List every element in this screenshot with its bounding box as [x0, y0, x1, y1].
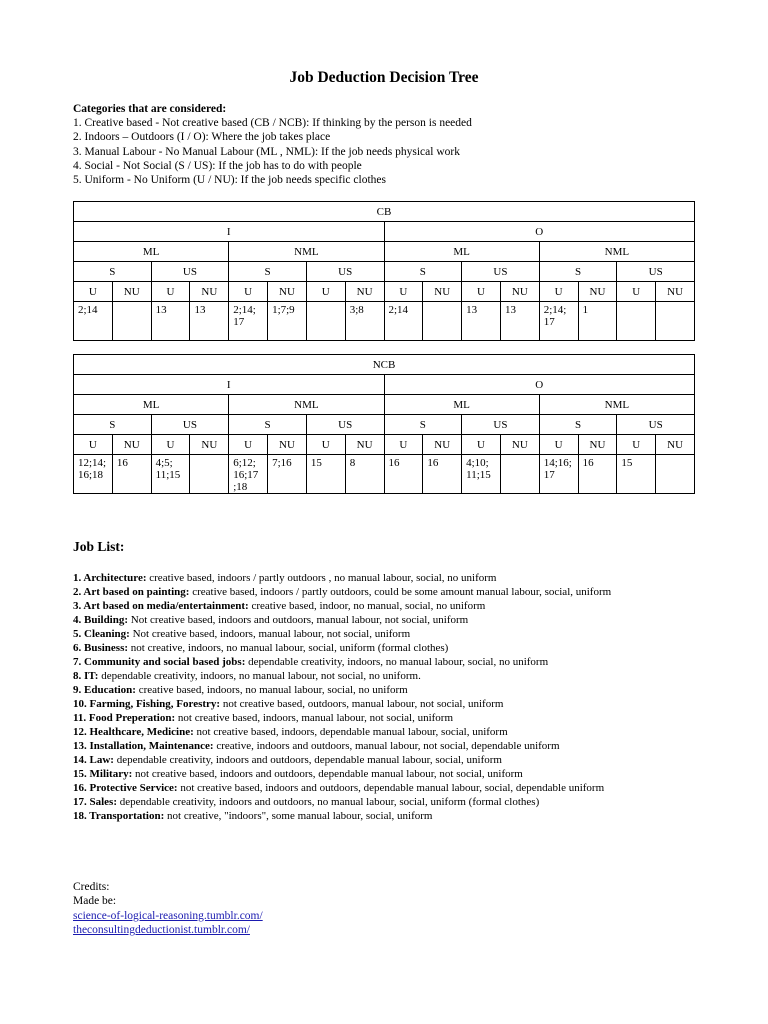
job-description: dependable creativity, indoors, no manual labour, not social, no uniform.: [98, 670, 421, 682]
level4-cell: NU: [112, 435, 151, 455]
values-cell: [656, 302, 695, 341]
values-cell: 3;8: [345, 302, 384, 341]
job-list-item: [73, 725, 673, 739]
level2-cell: ML: [384, 395, 539, 415]
decision-tree-ncb: [73, 354, 695, 494]
level4-cell: U: [462, 282, 501, 302]
credits-section: [73, 880, 263, 937]
values-cell: [500, 455, 539, 494]
job-description: dependable creativity, indoors and outdoors, dependable manual labour, social, uniform: [113, 754, 502, 766]
job-description: creative based, indoors / partly outdoors , no manual labour, social, no uniform: [146, 572, 497, 584]
category-item: 3. Manual Labour - No Manual Labour (ML , NML): If the job needs physical work: [73, 145, 460, 158]
level4-cell: U: [539, 435, 578, 455]
level4-cell: NU: [423, 282, 462, 302]
level3-cell: S: [74, 415, 152, 435]
level3-cell: US: [306, 415, 384, 435]
level4-cell: U: [306, 282, 345, 302]
job-label: 16. Protective Service:: [73, 782, 178, 794]
job-description: creative based, indoor, no manual, social, no uniform: [248, 600, 486, 612]
job-description: not creative based, indoors, dependable manual labour, social, uniform: [193, 726, 508, 738]
values-cell: [617, 302, 656, 341]
job-list-item: [73, 711, 673, 725]
level4-cell: U: [74, 435, 113, 455]
job-list-item: [73, 753, 673, 767]
values-cell: 1: [578, 302, 617, 341]
values-cell: 8: [345, 455, 384, 494]
level1-cell: O: [384, 222, 695, 242]
job-description: not creative based, indoors, manual labour, not social, uniform: [175, 712, 454, 724]
job-list-item: [73, 655, 673, 669]
level4-cell: NU: [190, 282, 229, 302]
job-list-item: [73, 641, 673, 655]
values-cell: 2;14: [74, 302, 113, 341]
values-cell: 4;5; 11;15: [151, 455, 190, 494]
level4-cell: U: [539, 282, 578, 302]
values-cell: 15: [306, 455, 345, 494]
level1-cell: I: [74, 222, 385, 242]
level3-cell: US: [617, 415, 695, 435]
category-item: 1. Creative based - Not creative based (CB / NCB): If thinking by the person is needed: [73, 117, 472, 130]
values-cell: 13: [190, 302, 229, 341]
values-cell: 2;14; 17: [229, 302, 268, 341]
level4-cell: NU: [345, 435, 384, 455]
categories-heading: Categories that are considered:: [73, 103, 227, 115]
values-cell: 12;14; 16;18: [74, 455, 113, 494]
level4-cell: NU: [268, 435, 307, 455]
values-cell: 16: [384, 455, 423, 494]
job-label: 15. Military:: [73, 768, 133, 780]
job-description: dependable creativity, indoors and outdoors, no manual labour, social, uniform (formal clothes): [117, 796, 540, 808]
job-list-item: [73, 669, 673, 683]
values-cell: 13: [462, 302, 501, 341]
job-description: creative, indoors and outdoors, manual labour, not social, dependable uniform: [213, 740, 560, 752]
job-label: 14. Law:: [73, 754, 114, 766]
level3-cell: S: [74, 262, 152, 282]
values-cell: 15: [617, 455, 656, 494]
level2-cell: ML: [384, 242, 539, 262]
job-label: 12. Healthcare, Medicine:: [73, 726, 194, 738]
level4-cell: NU: [112, 282, 151, 302]
job-label: 18. Transportation:: [73, 810, 165, 822]
job-list-item: [73, 599, 673, 613]
level3-cell: S: [539, 262, 617, 282]
job-description: Not creative based, indoors and outdoors, manual labour, not social, uniform: [128, 614, 469, 626]
job-list: [73, 571, 673, 823]
level4-cell: NU: [345, 282, 384, 302]
values-cell: 16: [423, 455, 462, 494]
job-list-item: [73, 781, 673, 795]
values-cell: [423, 302, 462, 341]
job-list-item: [73, 809, 673, 823]
level4-cell: NU: [500, 435, 539, 455]
job-label: 11. Food Preperation:: [73, 712, 176, 724]
document-title: Job Deduction Decision Tree: [289, 69, 479, 86]
level4-cell: NU: [578, 435, 617, 455]
job-description: not creative based, indoors and outdoors, dependable manual labour, social, dependable uniform: [177, 782, 605, 794]
job-label: 8. IT:: [73, 670, 99, 682]
job-description: not creative based, outdoors, manual labour, not social, uniform: [220, 698, 504, 710]
level4-cell: NU: [190, 435, 229, 455]
category-item: 2. Indoors – Outdoors (I / O): Where the job takes place: [73, 131, 331, 144]
level3-cell: S: [229, 415, 307, 435]
level4-cell: U: [229, 435, 268, 455]
level4-cell: NU: [423, 435, 462, 455]
job-list-item: [73, 571, 673, 585]
level4-cell: U: [384, 282, 423, 302]
values-cell: 2;14: [384, 302, 423, 341]
values-cell: 13: [500, 302, 539, 341]
level2-cell: NML: [539, 395, 694, 415]
level3-cell: US: [151, 415, 229, 435]
values-cell: 14;16; 17: [539, 455, 578, 494]
job-label: 1. Architecture:: [73, 572, 147, 584]
level2-cell: NML: [229, 395, 384, 415]
job-description: dependable creativity, indoors, no manual labour, social, no uniform: [245, 656, 549, 668]
job-list-item: [73, 795, 673, 809]
job-list-item: [73, 683, 673, 697]
job-description: not creative based, indoors and outdoors, dependable manual labour, not social, uniform: [132, 768, 523, 780]
job-description: creative based, indoors, no manual labour, social, no uniform: [135, 684, 408, 696]
level4-cell: U: [462, 435, 501, 455]
level1-cell: O: [384, 375, 695, 395]
level4-cell: NU: [656, 282, 695, 302]
values-cell: [306, 302, 345, 341]
values-cell: [656, 455, 695, 494]
level3-cell: S: [384, 262, 462, 282]
level3-cell: S: [229, 262, 307, 282]
job-list-heading: Job List:: [73, 539, 125, 554]
job-list-item: [73, 767, 673, 781]
tree-root-cell: NCB: [74, 355, 695, 375]
job-description: Not creative based, indoors, manual labour, not social, uniform: [129, 628, 411, 640]
values-cell: 4;10; 11;15: [462, 455, 501, 494]
level4-cell: NU: [500, 282, 539, 302]
level4-cell: U: [74, 282, 113, 302]
level4-cell: NU: [578, 282, 617, 302]
credit-link[interactable]: science-of-logical-reasoning.tumblr.com/: [73, 909, 263, 922]
job-label: 9. Education:: [73, 684, 136, 696]
level1-cell: I: [74, 375, 385, 395]
job-label: 7. Community and social based jobs:: [73, 656, 246, 668]
level4-cell: U: [151, 435, 190, 455]
level4-cell: U: [306, 435, 345, 455]
job-label: 4. Building:: [73, 614, 129, 626]
values-cell: 7;16: [268, 455, 307, 494]
values-cell: 16: [112, 455, 151, 494]
level4-cell: NU: [268, 282, 307, 302]
credit-link[interactable]: theconsultingdeductionist.tumblr.com/: [73, 923, 250, 936]
job-label: 5. Cleaning:: [73, 628, 130, 640]
level2-cell: ML: [74, 395, 229, 415]
level3-cell: US: [306, 262, 384, 282]
job-label: 13. Installation, Maintenance:: [73, 740, 214, 752]
level3-cell: S: [384, 415, 462, 435]
level3-cell: US: [462, 262, 540, 282]
category-item: 5. Uniform - No Uniform (U / NU): If the job needs specific clothes: [73, 174, 386, 187]
values-cell: [112, 302, 151, 341]
tree-root-cell: CB: [74, 202, 695, 222]
job-description: not creative, indoors, no manual labour, social, uniform (formal clothes): [128, 642, 449, 654]
job-label: 2. Art based on painting:: [73, 586, 190, 598]
made-by-label: Made be:: [73, 895, 117, 908]
values-cell: [190, 455, 229, 494]
job-list-item: [73, 585, 673, 599]
credits-heading: Credits:: [73, 881, 110, 893]
level2-cell: ML: [74, 242, 229, 262]
job-description: creative based, indoors / partly outdoors, could be some amount manual labour, social, uniform: [189, 586, 612, 598]
values-cell: 1;7;9: [268, 302, 307, 341]
level3-cell: US: [151, 262, 229, 282]
level4-cell: U: [151, 282, 190, 302]
values-cell: 6;12; 16;17 ;18: [229, 455, 268, 494]
job-description: not creative, "indoors", some manual labour, social, uniform: [164, 810, 433, 822]
decision-tree-cb: [73, 201, 695, 341]
level2-cell: NML: [229, 242, 384, 262]
job-label: 17. Sales:: [73, 796, 117, 808]
level4-cell: U: [617, 435, 656, 455]
level2-cell: NML: [539, 242, 694, 262]
categories-section: [73, 102, 693, 187]
job-list-item: [73, 627, 673, 641]
job-list-item: [73, 697, 673, 711]
job-label: 6. Business:: [73, 642, 129, 654]
level3-cell: S: [539, 415, 617, 435]
job-list-item: [73, 739, 673, 753]
job-list-item: [73, 613, 673, 627]
category-item: 4. Social - Not Social (S / US): If the job has to do with people: [73, 159, 362, 172]
level4-cell: U: [617, 282, 656, 302]
values-cell: 2;14; 17: [539, 302, 578, 341]
level3-cell: US: [462, 415, 540, 435]
values-cell: 13: [151, 302, 190, 341]
level4-cell: U: [384, 435, 423, 455]
level3-cell: US: [617, 262, 695, 282]
job-label: 3. Art based on media/entertainment:: [73, 600, 249, 612]
job-label: 10. Farming, Fishing, Forestry:: [73, 698, 221, 710]
values-cell: 16: [578, 455, 617, 494]
level4-cell: U: [229, 282, 268, 302]
level4-cell: NU: [656, 435, 695, 455]
